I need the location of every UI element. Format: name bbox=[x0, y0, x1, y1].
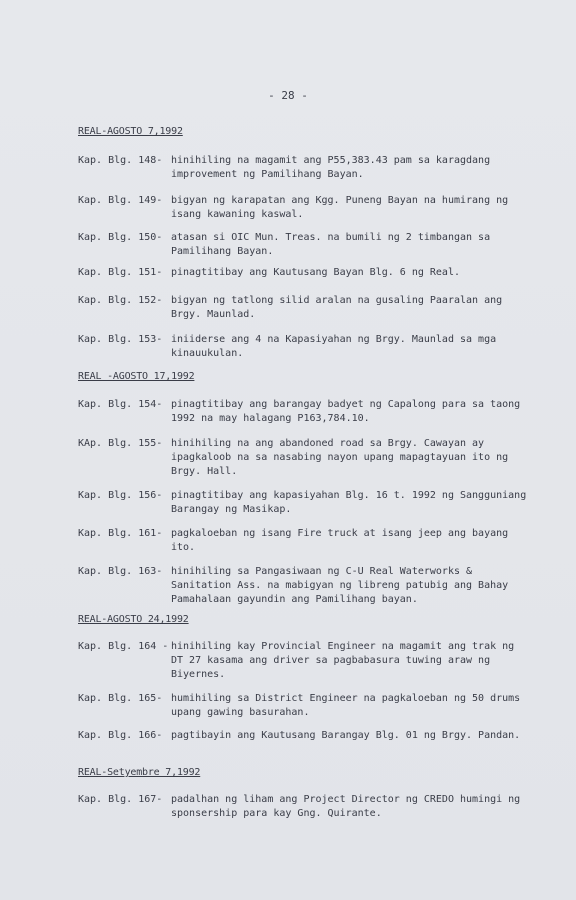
resolution-number: Kap. Blg. 167- bbox=[78, 794, 163, 805]
resolution-text: bigyan ng tatlong silid aralan na gusaling Paaralan ang Brgy. Maunlad. bbox=[171, 295, 503, 320]
resolution-text: pagkaloeban ng isang Fire truck at isang jeep ang bayang ito. bbox=[171, 528, 509, 553]
resolution-text: pagtibayin ang Kautusang Barangay Blg. 01 ng Brgy. Pandan. bbox=[171, 730, 521, 741]
resolution-number: Kap. Blg. 148- bbox=[78, 155, 163, 166]
resolution-number: Kap. Blg. 165- bbox=[78, 693, 163, 704]
resolution-text: atasan si OIC Mun. Treas. na bumili ng 2 timbangan sa Pamilihang Bayan. bbox=[171, 232, 491, 257]
resolution-number: Kap. Blg. 166- bbox=[78, 730, 163, 741]
resolution-number: Kap. Blg. 149- bbox=[78, 195, 163, 206]
resolution-number: Kap. Blg. 150- bbox=[78, 232, 163, 243]
resolution-number: Kap. Blg. 161- bbox=[78, 528, 163, 539]
resolution-text: hinihiling na magamit ang P55,383.43 pam sa karagdang improvement ng Pamilihang Bayan. bbox=[171, 155, 491, 180]
resolution-text: humihiling sa District Engineer na pagkaloeban ng 50 drums upang gawing basurahan. bbox=[171, 693, 521, 718]
resolution-text: pinagtitibay ang Kautusang Bayan Blg. 6 ng Real. bbox=[171, 267, 460, 278]
section-heading: REAL-AGOSTO 7,1992 bbox=[78, 126, 183, 137]
resolution-text: bigyan ng karapatan ang Kgg. Puneng Bayan na humirang ng isang kawaning kaswal. bbox=[171, 195, 509, 220]
resolution-number: Kap. Blg. 153- bbox=[78, 334, 163, 345]
resolution-number: Kap. Blg. 152- bbox=[78, 295, 163, 306]
resolution-text: padalhan ng liham ang Project Director ng CREDO humingi ng sponsership para kay Gng. Quirante. bbox=[171, 794, 521, 819]
resolution-text: hinihiling sa Pangasiwaan ng C-U Real Waterworks & Sanitation Ass. na mabigyan ng libreng patubig ang Bahay Pamahalaan gayundin ang Pamilihang bayan. bbox=[171, 566, 509, 605]
page-number: - 28 - bbox=[268, 89, 308, 102]
resolution-text: pinagtitibay ang barangay badyet ng Capalong para sa taong 1992 na may halagang P163,784.10. bbox=[171, 399, 521, 424]
resolution-number: Kap. Blg. 151- bbox=[78, 267, 163, 278]
section-heading: REAL-AGOSTO 24,1992 bbox=[78, 614, 189, 625]
resolution-number: Kap. Blg. 164 - bbox=[78, 641, 169, 652]
resolution-text: pinagtitibay ang kapasiyahan Blg. 16 t. 1992 ng Sangguniang Barangay ng Masikap. bbox=[171, 490, 527, 515]
resolution-number: Kap. Blg. 156- bbox=[78, 490, 163, 501]
resolution-number: Kap. Blg. 154- bbox=[78, 399, 163, 410]
resolution-text: hinihiling kay Provincial Engineer na magamit ang trak ng DT 27 kasama ang driver sa pagbabasura tuwing araw ng Biyernes. bbox=[171, 641, 515, 680]
section-heading: REAL-Setyembre 7,1992 bbox=[78, 767, 201, 778]
resolution-number: Kap. Blg. 163- bbox=[78, 566, 163, 577]
section-heading: REAL -AGOSTO 17,1992 bbox=[78, 371, 195, 382]
resolution-text: iniiderse ang 4 na Kapasiyahan ng Brgy. Maunlad sa mga kinauukulan. bbox=[171, 334, 497, 359]
resolution-number: KAp. Blg. 155- bbox=[78, 438, 163, 449]
resolution-text: hinihiling na ang abandoned road sa Brgy. Cawayan ay ipagkaloob na sa nasabing nayon upang mapagtayuan ito ng Brgy. Hall. bbox=[171, 438, 509, 477]
